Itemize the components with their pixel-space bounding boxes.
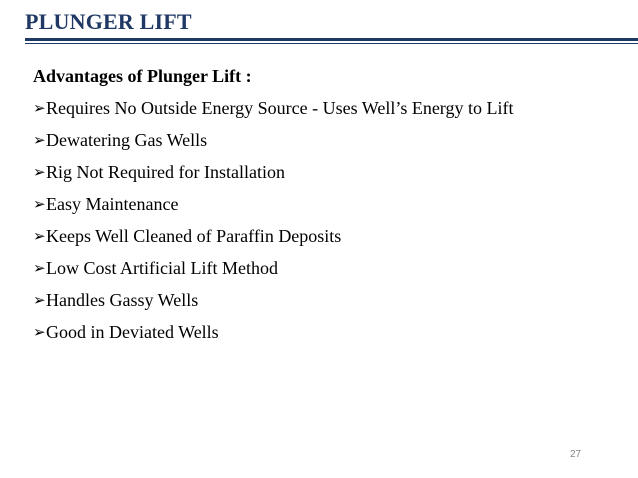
page-number: 27 (570, 449, 582, 460)
list-item-text: Rig Not Required for Installation (46, 162, 285, 182)
advantages-list (33, 97, 513, 353)
arrowhead-bullet-icon: ➢ (33, 195, 46, 213)
arrowhead-bullet-icon: ➢ (33, 323, 46, 341)
section-heading: Advantages of Plunger Lift : (33, 66, 252, 86)
list-item-text: Handles Gassy Wells (46, 290, 199, 310)
arrowhead-bullet-icon: ➢ (33, 291, 46, 309)
list-item (33, 321, 513, 353)
list-item-text: Low Cost Artificial Lift Method (46, 258, 278, 278)
title-underline-thick (25, 38, 638, 41)
arrowhead-bullet-icon: ➢ (33, 163, 46, 181)
title-underline-thin (25, 43, 638, 44)
arrowhead-bullet-icon: ➢ (33, 99, 46, 117)
arrowhead-bullet-icon: ➢ (33, 227, 46, 245)
list-item-text: Dewatering Gas Wells (46, 130, 208, 150)
list-item (33, 289, 513, 321)
slide-title: PLUNGER LIFT (25, 9, 192, 34)
arrowhead-bullet-icon: ➢ (33, 259, 46, 277)
list-item (33, 129, 513, 161)
list-item (33, 225, 513, 257)
list-item-text: Good in Deviated Wells (46, 322, 219, 342)
list-item (33, 193, 513, 225)
list-item (33, 161, 513, 193)
arrowhead-bullet-icon: ➢ (33, 131, 46, 149)
list-item-text: Keeps Well Cleaned of Paraffin Deposits (46, 226, 342, 246)
list-item-text: Easy Maintenance (46, 194, 179, 214)
list-item-text: Requires No Outside Energy Source - Uses Well’s Energy to Lift (46, 98, 514, 118)
list-item (33, 257, 513, 289)
list-item (33, 97, 513, 129)
